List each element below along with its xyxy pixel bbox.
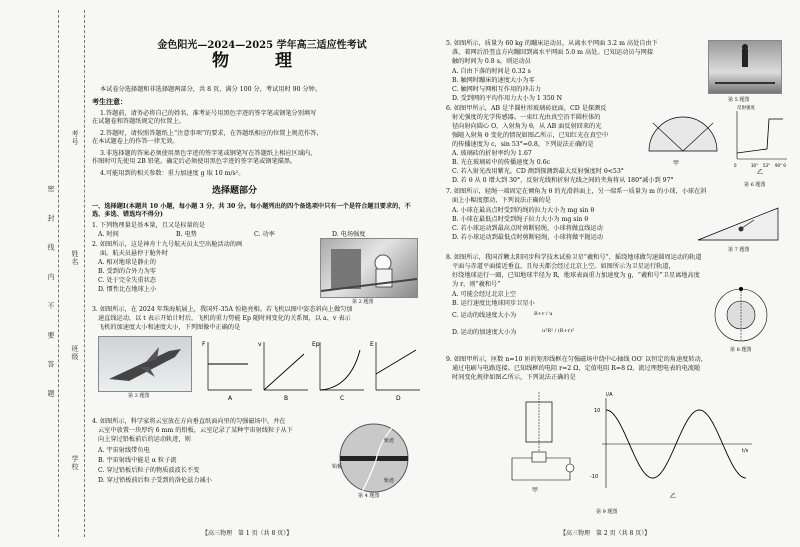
q3-option-graphs [200,334,422,404]
q7-option-c: C. 若小球运动到最高点时剪断轻绳，小球将做直线运动 [452,225,603,232]
q9-ymin-label: -10 [590,474,599,480]
q4-lead-label: 铅板 [332,464,343,470]
instruction-line: 3.非选择题的答案必须使用黑色字迹的签字笔或钢笔写在答题纸上相应区域内， [100,150,317,157]
exam-title: 金色阳光—2024—2025 学年高三适应性考试 [157,40,367,51]
name-label: 姓名 [71,250,79,266]
q6-xtick: 53° [763,163,771,168]
q4-option-a: A. 宇宙射线带负电 [98,447,150,454]
q6-option-d: D. 若 θ 从 0 增大到 30°，反射光线和折射光线之间的夹角将从 180°减小到 97° [452,177,674,184]
q2-figure-caption: 第 2 题图 [352,299,374,305]
class-label: 班级 [71,345,79,361]
exam-no-label: 考号 [71,130,79,146]
q6-stem-cont4: 的传播速度为 c，sin 53°=0.8，下列说法正确的是 [452,141,594,148]
q6-xtick: 30° [751,163,759,168]
q5-option-c: C. 触网时与网相互作用的冲击力 [452,86,541,93]
q8-figure-caption: 第 8 题图 [730,347,752,353]
instruction-line: 4.可能用到的相关参数：重力加速度 g 取 10 m/s²。 [100,170,245,177]
q7-incline-figure [694,200,782,244]
q9-y-axis-label: i/A [606,392,613,398]
q6-option-a: A. 玻璃砖的折射率约为 1.67 [452,150,532,157]
q4-option-b: B. 宇宙射线中能是 α 粒子流 [98,457,177,464]
instruction-line: 作图时可先使用 2B 铅笔，确定后必须使用黑色字迹的签字笔或钢笔描黑。 [92,158,297,165]
q2-option-c: C. 处于完全失重状态 [98,277,156,284]
q3-stem: 3. 如图所示，在 2024 年珠海航展上，我国歼-35A 惊艳亮相。若飞机以图中姿态斜向上做匀加 [92,306,353,313]
q7-option-d: D. 若小球运动到最低点时剪断轻绳，小球将做平抛运动 [452,234,603,241]
q1-option-c: C. 功率 [254,231,275,238]
q2-option-b: B. 受到的合外力为零 [98,268,156,275]
q8-stem-cont3: 为 r，则“羲和号” [452,281,501,288]
q3-stem-cont: 速直线运动，以 t 表示开始计时后，飞机的重力势能 Ep 随时间变化的关系图，以 a、v 表示 [98,315,351,322]
q1-option-a: A. 时间 [98,231,119,238]
page-footer-1: 【高三物理 第 1 页（共 8 页）】 [202,530,293,537]
q5-stem-cont: 落，着网后沿竖直方向蹦回到离水平网面 5.0 m 高处。已知运动员与网接 [452,49,654,56]
q9-ymax-label: 10 [594,408,601,414]
instruction-line: 1.答题前，请务必将自己的姓名、准考证号用黑色字迹的签字笔或钢笔分别填写 [100,110,317,117]
q9-stem-cont2: 时间变化规律如图乙所示，下列说法正确的是 [452,374,576,381]
binding-margin [0,0,92,547]
q8-orbit-figure [708,286,774,344]
q4-option-c: C. 穿过铅板后粒子的物质波波长不变 [98,467,200,474]
jet-illustration [99,337,191,391]
q8-option-d-formula: u²R² / (R+r)² [542,328,575,334]
q6-figure-caption: 第 6 题图 [744,182,766,188]
q3-graph-c [312,341,364,402]
q1-option-b: B. 电势 [176,231,197,238]
semicircle-glass [649,117,717,151]
trampoline-illustration [709,41,781,93]
q8-stem-cont: 平面与赤道平面接近垂直，且每天都会经过北京上空。如图所示为卫星运行轨道， [452,263,675,270]
q5-trampoline-photo [708,40,782,94]
q6-xtick: 90° θ [775,163,786,168]
q4-figure-caption: 第 4 题图 [358,493,380,499]
q7-option-b: B. 小球在最低点时受到绳子拉力大小为 mg sin θ [452,216,589,223]
q9-yi-label: 乙 [670,493,677,500]
q2-stem: 2. 如图所示，这是神舟十九号航天员太空出舱活动的画 [92,241,243,248]
q9-stem-cont: 通过电刷与电路连接。已知线框的电阻 r=2 Ω，定值电阻 R=8 Ω，流过理想电表的电流随 [452,365,701,372]
q9-figure [506,388,756,504]
q3-a-label: A [228,395,233,402]
q9-generator-diagram [512,392,574,494]
lead-plate [340,456,408,461]
q3-figure-caption: 第 3 题图 [128,393,150,399]
q3-jet-photo [98,336,192,392]
q3-a-ylabel: F [202,341,206,348]
instruction-line: 2.答题时，请按照答题纸上“注意事项”的要求，在答题纸相应的位置上规范作答， [100,130,323,137]
q6-figure [641,103,789,175]
instruction-line: 在试题卷和答题纸规定的位置上。 [92,118,185,125]
q3-graph-a [202,341,252,402]
q4-cloud-chamber-figure [332,422,416,498]
subject-title: 物 理 [212,51,312,71]
q3-c-label: C [340,395,345,402]
q3-stem-cont2: 飞机的加速度大小和速度大小，下列图像中正确的是 [98,324,241,331]
q4-option-d: D. 穿过铅板前后粒子受到的洛伦兹力减小 [98,477,212,484]
q9-stem: 9. 如图甲所示，匝数 n=10 匝的矩形线框在匀强磁场中绕中心轴线 OO′ 以恒定的角速度转动， [446,356,707,363]
instruction-line: 本试卷分选择题和非选择题两部分，共 8 页，满分 100 分，考试用时 90 分钟。 [100,86,322,93]
q6-stem-cont: 射光强度的光学传感器。一束红光由真空沿半圆柱体的 [452,114,601,121]
q5-option-d: D. 受到网的平均作用力大小为 1 350 N [452,95,562,102]
part-heading: 一、选择题Ⅰ(本题共 10 小题，每小题 3 分，共 30 分。每小题列出的四个备选项中只有一个是符合题目要求的，不选、多选、错选均不得分) [92,203,411,219]
q6-jia-label: 甲 [673,160,680,167]
q5-stem: 5. 如图所示，质量为 60 kg 的蹦床运动员，从离水平网面 3.2 m 高处自由下 [446,40,658,47]
q8-stem-cont2: 好绕地球运行一圈，已知地球半径为 R，地球表面重力加速度为 g，“羲和号”卫星离地高度 [452,272,700,279]
q3-graph-b [258,341,308,402]
q4-track-label-top: 轨迹 [384,438,395,444]
q5-stem-cont2: 触的时间为 0.8 s，则运动员 [452,58,531,65]
q9-figure-caption: 第 9 题图 [596,509,618,515]
q4-stem: 4. 如图所示，科学家将云室放在方向垂直纸面向里的匀强磁场中，并在 [92,418,286,425]
notice-heading: 考生注意： [92,97,127,106]
q8-option-a: A. 可能会经过北京上空 [452,291,517,298]
q7-figure-caption: 第 7 题图 [728,247,750,253]
q3-c-ylabel: Ep [312,341,320,348]
q6-yi-label: 乙 [757,169,764,175]
q3-b-ylabel: v [258,341,262,348]
page-footer-2: 【高三物理 第 2 页（共 8 页）】 [560,530,651,537]
q1-stem: 1. 下列物理量是基本量，且又是标量的是 [92,222,206,229]
q9-jia-label: 甲 [532,487,539,494]
school-label: 学校 [71,455,79,471]
q7-stem: 7. 如图所示，轻绳一端固定在倾角为 θ 的光滑斜面上，另一端系一质量为 m 的小球，小球在斜 [446,188,707,195]
q8-option-c: C. 运动的线速度大小为 [452,312,517,319]
q2-option-d: D. 惯性比在地球上小 [98,286,157,293]
q1-option-d: D. 电场强度 [332,231,366,238]
q2-option-a: A. 相对地球是静止的 [98,259,156,266]
q6-xtick: 0 [734,163,737,168]
seal-line-text: 密 封 线 内 不 要 答 题 [47,185,55,407]
q8-option-b: B. 运行速度比地球同步卫星小 [452,300,535,307]
q8-option-c-formula: R+r / u [534,311,553,317]
q3-graph-d [370,341,420,402]
q5-figure-caption: 第 5 题图 [728,97,750,103]
q6-ylabel: 反射强度 [737,106,755,111]
q3-d-ylabel: E [370,341,374,348]
q2-astronaut-photo [320,238,418,298]
q7-stem-cont: 面上小幅度摆动，下列说法正确的是 [452,197,551,204]
q6-option-b: B. 光在玻璃砖中的传播速度为 0.6c [452,159,551,166]
q6-stem: 6. 如图甲所示，AB 是半圆柱形玻璃砖底面，CD 是探测反 [446,105,607,112]
q4-stem-cont2: 向上穿过铅板前后的运动轨迹，则 [98,436,191,443]
q3-d-label: D [396,395,401,402]
q6-stem-cont3: 强随入射角 θ 变化的情况如图乙所示，已知红光在真空中 [452,132,609,139]
astronaut-illustration [321,239,417,297]
q6-option-c: C. 若入射光改用紫光，CD 测到探测到最大反射强度时 θ<53° [452,168,624,175]
section-title: 选择题部分 [212,186,258,196]
q5-option-b: B. 触网时蹦床的速度大小为零 [452,77,535,84]
q8-stem: 8. 如图所示，我国首颗太阳同步科学技术试验卫星“羲和号”，摇绕地球做匀速圆周运动的轨道 [446,254,702,261]
q6-stem-cont2: 径向射向圆心 O，入射角为 θ，从 AB 面反射回来的光 [452,123,602,130]
q9-current-graph [590,392,752,500]
seal-line [58,10,59,537]
q4-track-label-bottom: 轨迹 [384,478,395,484]
q5-option-a: A. 自由下落的时间是 0.32 s [452,68,531,75]
q8-option-d: D. 运动的加速度大小为 [452,329,517,336]
q2-stem-cont: 面。航天员悬停于舱外时 [100,250,169,257]
q7-option-a: A. 小球在最高点时受到的绳的拉力大小为 mg sin θ [452,207,595,214]
q9-x-axis-label: t/s [742,448,749,454]
instruction-line: 在本试题卷上的作答一律无效。 [92,138,179,145]
q4-stem-cont: 云室中放置一块厚约 6 mm 的铅板，云室记录了某种宇宙射线粒子从下 [98,427,293,434]
q3-b-label: B [284,395,289,402]
seal-line-inner [84,10,85,537]
